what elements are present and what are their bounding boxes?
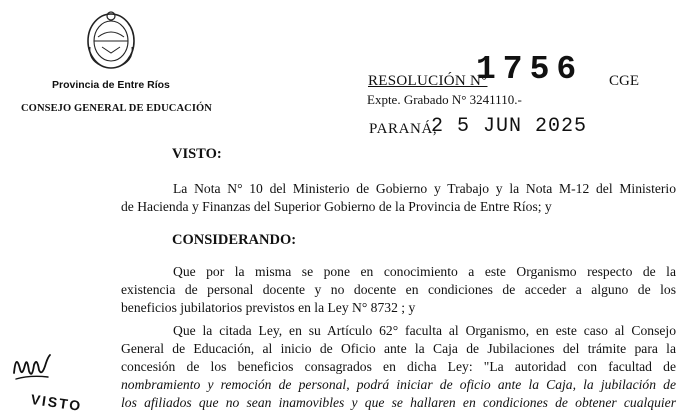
handwritten-initials-icon <box>10 343 54 387</box>
resolution-number: 1756 <box>476 51 584 88</box>
paragraph-line: concesión de los beneficios consagrados en dicha Ley: "La autoridad con facultad de <box>121 359 676 374</box>
resolution-place: PARANÁ, <box>369 121 438 137</box>
expediente-number: Expte. Grabado N° 3241110.- <box>367 92 522 107</box>
considerando-paragraph <box>121 263 676 317</box>
paragraph-line: Que por la misma se pone en conocimiento a este Organismo respecto de la <box>173 264 676 279</box>
coat-of-arms-icon <box>84 7 138 73</box>
paragraph-line: nombramiento y remoción de personal, podrá iniciar de oficio ante la Caja, la jubilación de <box>121 377 676 392</box>
paragraph-line: de Hacienda y Finanzas del Superior Gobierno de la Provincia de Entre Ríos; y <box>121 199 552 214</box>
visto-paragraph <box>121 180 676 216</box>
considerando-heading: CONSIDERANDO: <box>172 232 297 248</box>
visto-heading: VISTO: <box>172 146 222 162</box>
paragraph-line: beneficios jubilatorios previstos en la Ley N° 8732 ; y <box>121 300 416 315</box>
considerando-paragraph <box>121 322 676 412</box>
paragraph-line: los afiliados que no sean inamovibles y que se hallaren en condiciones de obtener cualquier <box>121 395 676 410</box>
paragraph-line: Que la citada Ley, en su Artículo 62° faculta al Organismo, en este caso al Consejo <box>173 323 676 338</box>
date-stamp: 2 5 JUN 2025 <box>431 115 588 138</box>
resolution-label: RESOLUCIÓN N° <box>368 73 488 89</box>
paragraph-line: La Nota N° 10 del Ministerio de Gobierno y Trabajo y la Nota M-12 del Ministerio <box>173 181 676 196</box>
resolution-suffix: CGE <box>609 73 639 89</box>
paragraph-line: General de Educación, al inicio de Oficio ante la Caja de Jubilaciones del trámite para la <box>121 341 676 356</box>
visto-stamp: VISTO <box>29 391 84 415</box>
province-name: Provincia de Entre Ríos <box>52 79 170 91</box>
paragraph-line: existencia de personal docente y no docente en condiciones de acceder a alguno de los <box>121 282 676 297</box>
council-name: CONSEJO GENERAL DE EDUCACIÓN <box>21 103 212 114</box>
